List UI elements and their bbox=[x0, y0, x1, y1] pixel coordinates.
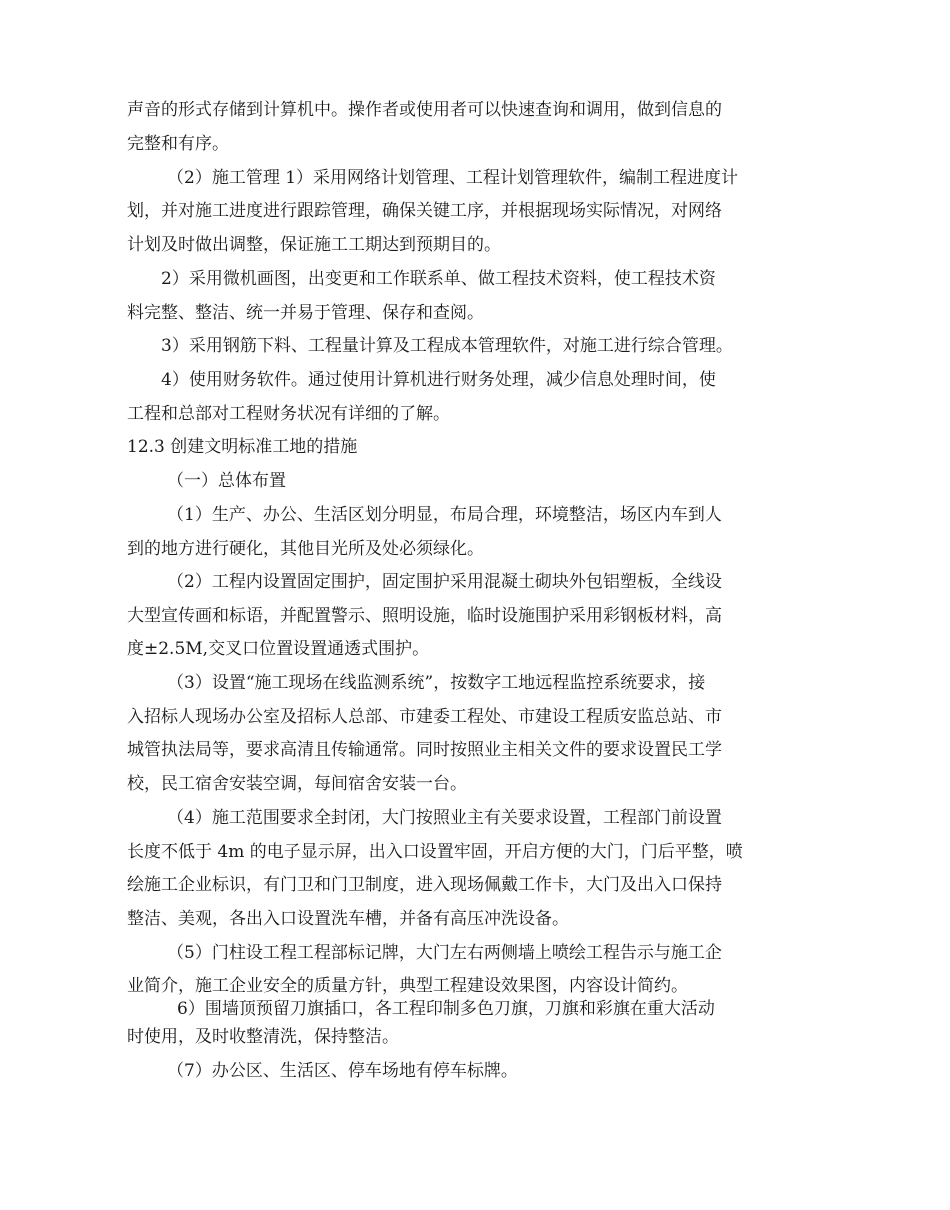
text-line: 料完整、整洁、统一并易于管理、保存和查阅。 bbox=[127, 303, 484, 323]
text-line: 大型宣传画和标语，并配置警示、照明设施，临时设施围护采用彩钢板材料，高 bbox=[127, 606, 722, 626]
text-line: 3）采用钢筋下料、工程量计算及工程成本管理软件，对施工进行综合管理。 bbox=[161, 336, 733, 356]
text-line: （2）工程内设置固定围护，固定围护采用混凝土砌块外包铝塑板，全线设 bbox=[167, 572, 722, 592]
text-line: 整洁、美观，各出入口设置洗车槽，并备有高压冲洗设备。 bbox=[127, 909, 569, 929]
subsection-heading: （一）总体布置 bbox=[167, 471, 286, 491]
text-line: 划，并对施工进度进行跟踪管理，确保关键工序，并根据现场实际情况，对网络 bbox=[127, 201, 722, 221]
text-line: 完整和有序。 bbox=[127, 134, 229, 154]
text-line: 6）围墙顶预留刀旗插口，各工程印制多色刀旗，刀旗和彩旗在重大活动 bbox=[177, 999, 715, 1019]
section-heading: 12.3 创建文明标准工地的措施 bbox=[127, 437, 358, 457]
text-line: （1）生产、办公、生活区划分明显，布局合理，环境整洁，场区内车到人 bbox=[167, 505, 722, 525]
text-line: 业简介，施工企业安全的质量方针，典型工程建设效果图，内容设计简约。 bbox=[127, 976, 688, 996]
text-line: （4）施工范围要求全封闭，大门按照业主有关要求设置，工程部门前设置 bbox=[167, 808, 722, 828]
text-line: （3）设置“施工现场在线监测系统”，按数字工地远程监控系统要求，接 bbox=[167, 673, 706, 693]
text-line: 到的地方进行硬化，其他目光所及处必须绿化。 bbox=[127, 539, 484, 559]
text-line: 度±2.5M,交叉口位置设置通透式围护。 bbox=[127, 639, 430, 659]
text-line: （2）施工管理 1）采用网络计划管理、工程计划管理软件，编制工程进度计 bbox=[167, 168, 739, 188]
text-line: 城管执法局等，要求高清且传输通常。同时按照业主相关文件的要求设置民工学 bbox=[127, 740, 722, 760]
text-line: 2）采用微机画图，出变更和工作联系单、做工程技术资料，使工程技术资 bbox=[161, 269, 716, 289]
text-line: 4）使用财务软件。通过使用计算机进行财务处理，减少信息处理时间，使 bbox=[161, 370, 716, 390]
text-line: 工程和总部对工程财务状况有详细的了解。 bbox=[127, 404, 450, 424]
text-line: 声音的形式存储到计算机中。操作者或使用者可以快速查询和调用，做到信息的 bbox=[127, 100, 722, 120]
text-line: 绘施工企业标识，有门卫和门卫制度，进入现场佩戴工作卡，大门及出入口保持 bbox=[127, 875, 722, 895]
text-line: 长度不低于 4m 的电子显示屏，出入口设置牢固，开启方便的大门，门后平整，喷 bbox=[127, 842, 743, 862]
text-line: （7）办公区、生活区、停车场地有停车标牌。 bbox=[167, 1061, 518, 1081]
text-line: 时使用，及时收整清洗，保持整洁。 bbox=[127, 1027, 399, 1047]
text-line: 校，民工宿舍安装空调，每间宿舍安装一台。 bbox=[127, 774, 467, 794]
text-line: （5）门柱设工程工程部标记牌，大门左右两侧墙上喷绘工程告示与施工企 bbox=[167, 943, 722, 963]
text-line: 入招标人现场办公室及招标人总部、市建委工程处、市建设工程质安监总站、市 bbox=[127, 707, 722, 727]
text-line: 计划及时做出调整，保证施工工期达到预期目的。 bbox=[127, 235, 501, 255]
